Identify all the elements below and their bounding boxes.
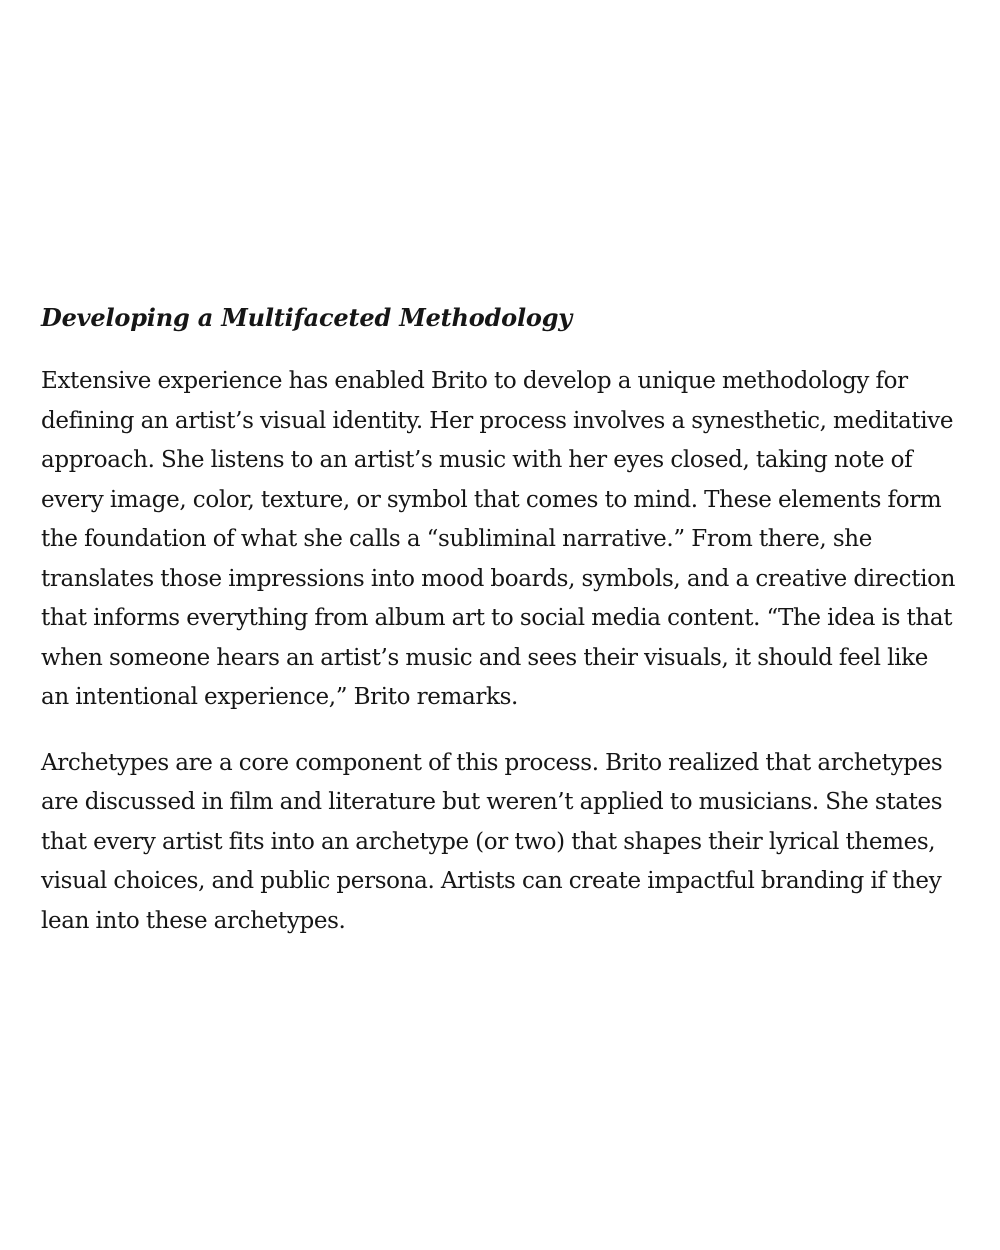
article-body [41, 296, 959, 967]
section-heading: Developing a Multifaceted Methodology [41, 303, 573, 332]
paragraph-archetypes: Archetypes are a core component of this process. Brito realized that archetypes are discussed in film and literature but weren’t applied to musicians. She states that every artist fits into an archetype (or two) that shapes their lyrical themes, visual choices, and public persona. Artists can create impactful branding if they lean into these archetypes. [41, 749, 943, 934]
paragraph-methodology: Extensive experience has enabled Brito to develop a unique methodology for defining an artist’s visual identity. Her process involves a synesthetic, meditative approach. She listens to an artist’s music with her eyes closed, taking note of every image, color, texture, or symbol that comes to mind. These elements form the foundation of what she calls a “subliminal narrative.” From there, she translates those impressions into mood boards, symbols, and a creative direction that informs everything from album art to social media content. “The idea is that when someone hears an artist’s music and sees their visuals, it should feel like an intentional experience,” Brito remarks. [41, 368, 956, 710]
